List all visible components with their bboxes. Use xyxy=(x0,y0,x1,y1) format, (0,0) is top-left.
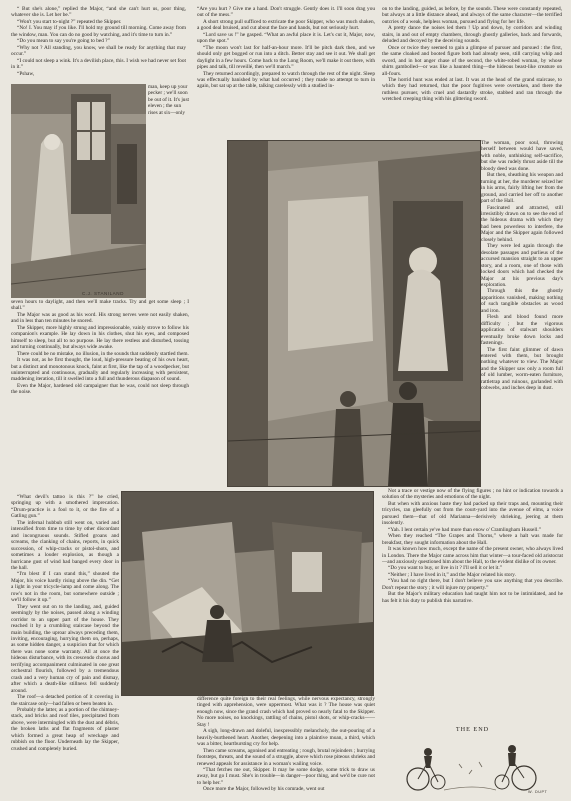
paragraph: “Do you mean to say you're going to bed ?” xyxy=(17,38,110,45)
artist-signature: C.J. STANILAND xyxy=(82,291,124,296)
paragraph: “Lord save us !” he gasped. “What an awful place it is. Let's cut it, Major, now, upon the spot.” xyxy=(197,31,375,45)
paragraph: “No! I. You may if you like. I'll hold my ground till morning. Come away from the window, man. You can do no good by watching, and it's time to turn in.” xyxy=(11,25,186,38)
column-1-lower-text xyxy=(11,494,119,794)
paragraph: Then came screams, agonised and entreating ; rough, brutal rejoinders ; hurrying footsteps, threats, and the sound of a struggle, above which rose piteous shrieks and renewed appeals for assistance in a woman's wailing voice. xyxy=(197,747,375,767)
paragraph: man, keep up your pecker ; we'll soon be out of it. It's just eleven ; the sun rises at six—only xyxy=(148,84,189,116)
paragraph: But when with anxious haste they had packed up their traps and, mounting their tricycles, ran gleefully out from the court-yard into the avenue of elms, a voice pursued them—that of old Marianna—derisively shrieking, jeering at them insolently. xyxy=(382,500,563,527)
illustration-ghost-in-hall xyxy=(11,84,146,298)
paragraph: The first faint glimmer of dawn entered with them, but brought nothing whatever to view. The Major and the Skipper saw only a room full of old lumber, worm-eaten furniture, rattletrap and ruinous, garlanded with cobwebs, and inches deep in dust. xyxy=(481,346,563,392)
paragraph: Not a trace or vestige now of the flying figures ; no hint or indication towards a solution of the mysteries and emotions of the night. xyxy=(382,488,563,501)
paragraph: “That fetches me out, Skipper. It may be some dodge, some trick to draw us away, but go I must. She's in trouble—in danger—poor thing, and we'd be cure not to help her.” xyxy=(197,766,375,786)
paragraph: The roof—a detached portion of it covering in the staircase only—had fallen or been beaten in. xyxy=(11,694,119,707)
paragraph: Once or twice they seemed to gain a glimpse of pursuer and pursued : the first, the same cloaked and booted figure both had already seen, still carrying whip and sword, and in hot anger chase of the second, the white-robed woman, by whose shirts gambolled—or was like a haunted thing—the hideous beast-like creature on all-fours. xyxy=(382,44,562,77)
paragraph: Through this the ghostly apparitions vanished, making nothing of such tangible obstacles as wood and iron. xyxy=(481,288,563,314)
paragraph: A short strong pull sufficed to extricate the poor Skipper, who was much shaken, a good deal bruised, and cut about the face and hands, but not seriously hurt. xyxy=(197,18,375,32)
paragraph: There could be no mistake, no illusion, in the sounds that suddenly startled them. xyxy=(17,350,189,357)
column-1-top-text xyxy=(11,6,186,84)
column-3-bottom-text xyxy=(382,488,563,724)
paragraph: difference quite foreign to their real feelings, while nervous expectancy, strongly tinged with apprehension, were uppermost. What was it ? The house was quiet enough now, since the grand crash which had proved so nearly fatal to the Skipper. No more noises, no knockings, rattling of chains, pistol shots, or whip-cracks—— Stay ! xyxy=(197,696,375,728)
column-3-side-text xyxy=(481,140,563,485)
paragraph: The infernal hubbub still went on, varied and intensified from time to time by other discordant and incongruous sounds. Stifled groans and screams, the clanking of chains, reports, in quick succession, of whip-cracks or pistol-shots, and sometimes a louder explosion, as though a hurricane gust of wind had banged every door in the hall. xyxy=(11,519,119,571)
paragraph: “ But she's alone,” replied the Major, “and she can't hurt us, poor thing, whatever she is. Let her be.” xyxy=(11,6,186,19)
paragraph: “Are you hurt ? Give me a hand. Don't struggle. Gently does it. I'll soon drag you out of the mess.” xyxy=(197,6,375,19)
paragraph: But then, sheathing his weapon and turning at her, the murderer seized her in his arms, fairly lifting her from the ground, and carried her off to another part of the Hall. xyxy=(481,172,563,205)
paragraph: A sigh, long-drawn and doleful, inexpressibly melancholy, the out-pouring of a heavily-burthened heart. Another, deepening into a plaintive moan, a third, which was a bitter, heartbursting cry for help. xyxy=(197,728,375,748)
column-3-top-text xyxy=(382,6,562,140)
paragraph: They were led again through the desolate passages and purlieus of the accursed mansion straight to an upper story, and a room, one of those with locked doors which had checked the Major at his previous day's exploration. xyxy=(481,243,563,288)
paragraph: “Yah. I lent certain ye've had more than enow o' Cramlingham Hussell.” xyxy=(388,526,542,533)
column-2-bottom-text xyxy=(197,696,375,800)
paragraph: Probably the latter, as a portion of the chimney-stack, and bricks and roof tiles, precipitated from above, were intermingled with the dust and débris, the broken laths and flat fragments of plaster which formed a great heap of wreckage and rubbish on the floor. Underneath lay the Skipper, crushed and completely buried. xyxy=(11,706,119,752)
paragraph: They went out on to the landing, and, guided seemingly by the noises, passed along a winding corridor to an upper part of the house. They reached it by a crumbling staircase beyond the main building, the uproar always preceding them, inviting, encouraging, hurrying them on, perhaps, as some hidden danger, a suspicion that for which there was none some warranty. All at once the hideous disturbance, with its crescendo chorus and terrifying accompaniment culminated in one great orchestral flourish, followed by a tremendous crash and a very human cry of pain and dismay, after which a death-like stillness fell suddenly around. xyxy=(11,603,119,694)
paragraph: But the Major's military education had taught him not to be intimidated, and he has felt it his duty to publish this narrative. xyxy=(382,591,563,604)
paragraph: “I could not sleep a wink. It's a devilish place, this. I wish we had never set foot in it.” xyxy=(11,57,186,71)
illustration-watching-the-apparitions xyxy=(227,140,481,487)
paragraph: The Major was as good as his word. His strong nerves were not easily shaken, and in less than ten minutes he snored. xyxy=(11,311,189,325)
paragraph: When they reached “The Grapes and Thorns,” where a halt was made for breakfast, they sought information about the Hall. xyxy=(382,533,563,546)
paragraph: “What devil's tattoo is this ?” he cried, springing up with a smothered imprecation. “Drum-practice is a fool to it, or the fire of a Gatling gun.” xyxy=(11,494,119,520)
paragraph: A pretty dance the noises led them ! Up and down, by corridors and winding stairs, in and out of empty chambers, through ghostly galleries, back and forwards, deluded and decoyed by the deceiving sounds. xyxy=(382,25,562,45)
the-end-heading: THE END xyxy=(455,726,490,733)
paragraph: “Do you want to buy, or live in it ? I'll sell it or let it.” xyxy=(388,565,503,572)
paragraph: The woman, poor soul, throwing herself between would have saved, with noble, unthinking self-sacrifice, but she was rudely thrust aside till the bloody deed was done. xyxy=(481,140,563,172)
illustration-fallen-staircase xyxy=(121,491,374,696)
column-1-wrap-text xyxy=(148,84,190,142)
illustration-tricyclists-tailpiece xyxy=(384,734,562,796)
paragraph: Fascinated and attracted, still irresistibly drawn on to see the end of the hideous drama with which they had been powerless to interfere, the Major and the Skipper again followed closely behind. xyxy=(481,204,563,243)
paragraph: Flesh and blood found more difficulty ; but the vigorous application of stalwart shoulders eventually broke down locks and fastenings. xyxy=(481,314,563,347)
paragraph: Even the Major, hardened old campaigner that he was, could not sleep through the noise. xyxy=(11,382,189,396)
artist-signature: W. DUPT xyxy=(528,790,548,794)
paragraph: “The moon won't last for half-an-hour more. It'll be pitch dark then, and we should only get bogged or run into a ditch. Better stay and see it out. We shall get daylight in a few hours. Come back to the Long Room, we'll make it out there, with pipes and talk, till reveillé, then we'll march.” xyxy=(197,44,375,71)
paragraph: The Skipper, more highly strung and impressionable, vainly strove to follow his companion's example. He lay down in his clothes, shut his eyes, and composed himself to sleep, but all to no purpose. He lay there restless and disturbed, tossing and turning continually, but always wide awake. xyxy=(11,324,189,351)
paragraph: “Won't you start to-night ?” repeated the Skipper. xyxy=(17,18,122,25)
paragraph: It was not, as he first thought, the loud, high-pressure beating of his own heart, but a distinct and monotonous knock, faint at first, like the tap of a woodpecker, but uninterrupted and continuous, gradually and regularly increasing with persistent, maddening iteration, till it swelled into a full and thunderous diapason of sound. xyxy=(11,357,189,383)
column-2-top-text xyxy=(197,6,375,137)
paragraph: Once more the Major, followed by his comrade, went out xyxy=(203,786,325,793)
paragraph: “Why not ? All standing, you know, we shall be ready for anything that may occur.” xyxy=(11,44,186,58)
paragraph: “I'm blest if I can stand this,” shouted the Major, his voice hardly rising above the din. “Get a light in your tricycle-lamp and come along. The row's not in the room, but somewhere outside ; we'll follow it up.” xyxy=(11,571,119,604)
paragraph: “Neither ; I have lived in it,” and the Major related his story. xyxy=(388,571,516,578)
paragraph: “You had no right there, but I don't believe you saw anything that you describe. Don't repeat the story ; it will injure my property.” xyxy=(382,578,563,591)
paragraph: It was known how much, except the name of the present owner, who always lived in London. There the Major came across him that winter—a tour-faced old aristocrat—and anxiously questioned him about the Hall, to the evident dislike of its owner. xyxy=(382,546,563,565)
paragraph: The horrid hunt was ended at last. It was at the head of the grand staircase, to which they had returned, that the poor fugitives were overtaken, and there the ruthless pursuer, with cruel and dastardly stroke, stabbed and ran through the wretched creeping thing with his glittering sword. xyxy=(382,76,562,103)
paragraph: “Pshaw, xyxy=(17,70,35,77)
paragraph: seven hours to daylight, and then we'll make tracks. Try and get some sleep ; I shall.” xyxy=(11,299,189,312)
paragraph: They returned accordingly, prepared to watch through the rest of the night. Sleep was effectually banished by what had occurred ; they made no attempt to turn in again, but sat up at the table, talking carelessly with a studied in- xyxy=(197,70,375,90)
column-1-body-text xyxy=(11,299,189,494)
paragraph: on to the landing, guided, as before, by the sounds. These were constantly repeated, but always at a little distance ahead, and always of the same character—the terrified outcries of a weak, helpless woman, pursued and flying for her life. xyxy=(382,6,562,25)
